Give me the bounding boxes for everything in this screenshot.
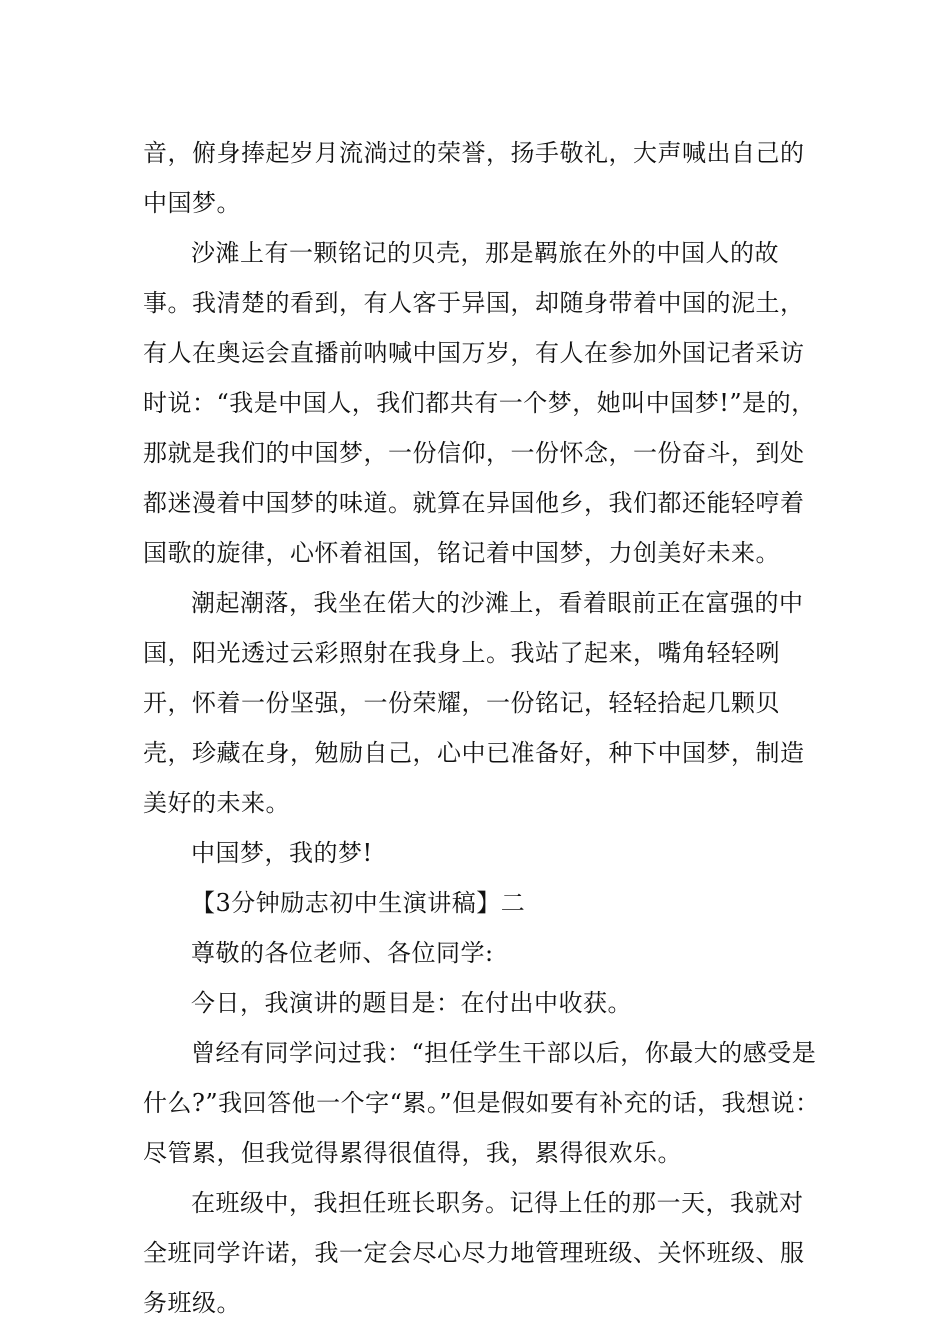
paragraph-2: 沙滩上有一颗铭记的贝壳，那是羁旅在外的中国人的故事。我清楚的看到，有人客于异国，却随身带着中国的泥土，有人在奥运会直播前呐喊中国万岁，有人在参加外国记者采访时说：“我是中国人，我们都共有一个梦，她叫中国梦!”是的，那就是我们的中国梦，一份信仰，一份怀念，一份奋斗，到处都迷漫着中国梦的味道。就算在异国他乡，我们都还能轻哼着国歌的旋律，心怀着祖国，铭记着中国梦，力创美好未来。 xyxy=(143,239,816,567)
paragraph-6: 在班级中，我担任班长职务。记得上任的那一天，我就对全班同学许诺，我一定会尽心尽力地管理班级、关怀班级、服务班级。 xyxy=(143,1189,805,1317)
paragraph-topic: 今日，我演讲的题目是：在付出中收获。 xyxy=(191,989,632,1017)
salutation: 尊敬的各位老师、各位同学: xyxy=(191,939,494,967)
paragraph-3: 潮起潮落，我坐在偌大的沙滩上，看着眼前正在富强的中国，阳光透过云彩照射在我身上。我站了起来，嘴角轻轻咧开，怀着一份坚强，一份荣耀，一份铭记，轻轻拾起几颗贝壳，珍藏在身，勉励自己，心中已准备好，种下中国梦，制造美好的未来。 xyxy=(143,589,805,817)
paragraph-5: 曾经有同学问过我：“担任学生干部以后，你最大的感受是什么?”我回答他一个字“累。”但是假如要有补充的话，我想说：尽管累，但我觉得累得很值得，我，累得很欢乐。 xyxy=(143,1039,820,1167)
paragraph-1: 音，俯身捧起岁月流淌过的荣誉，扬手敬礼，大声喊出自己的中国梦。 xyxy=(143,139,805,217)
document-body xyxy=(143,128,823,1328)
paragraph-4: 中国梦，我的梦! xyxy=(191,839,373,867)
section-heading: 【3分钟励志初中生演讲稿】二 xyxy=(191,889,526,917)
